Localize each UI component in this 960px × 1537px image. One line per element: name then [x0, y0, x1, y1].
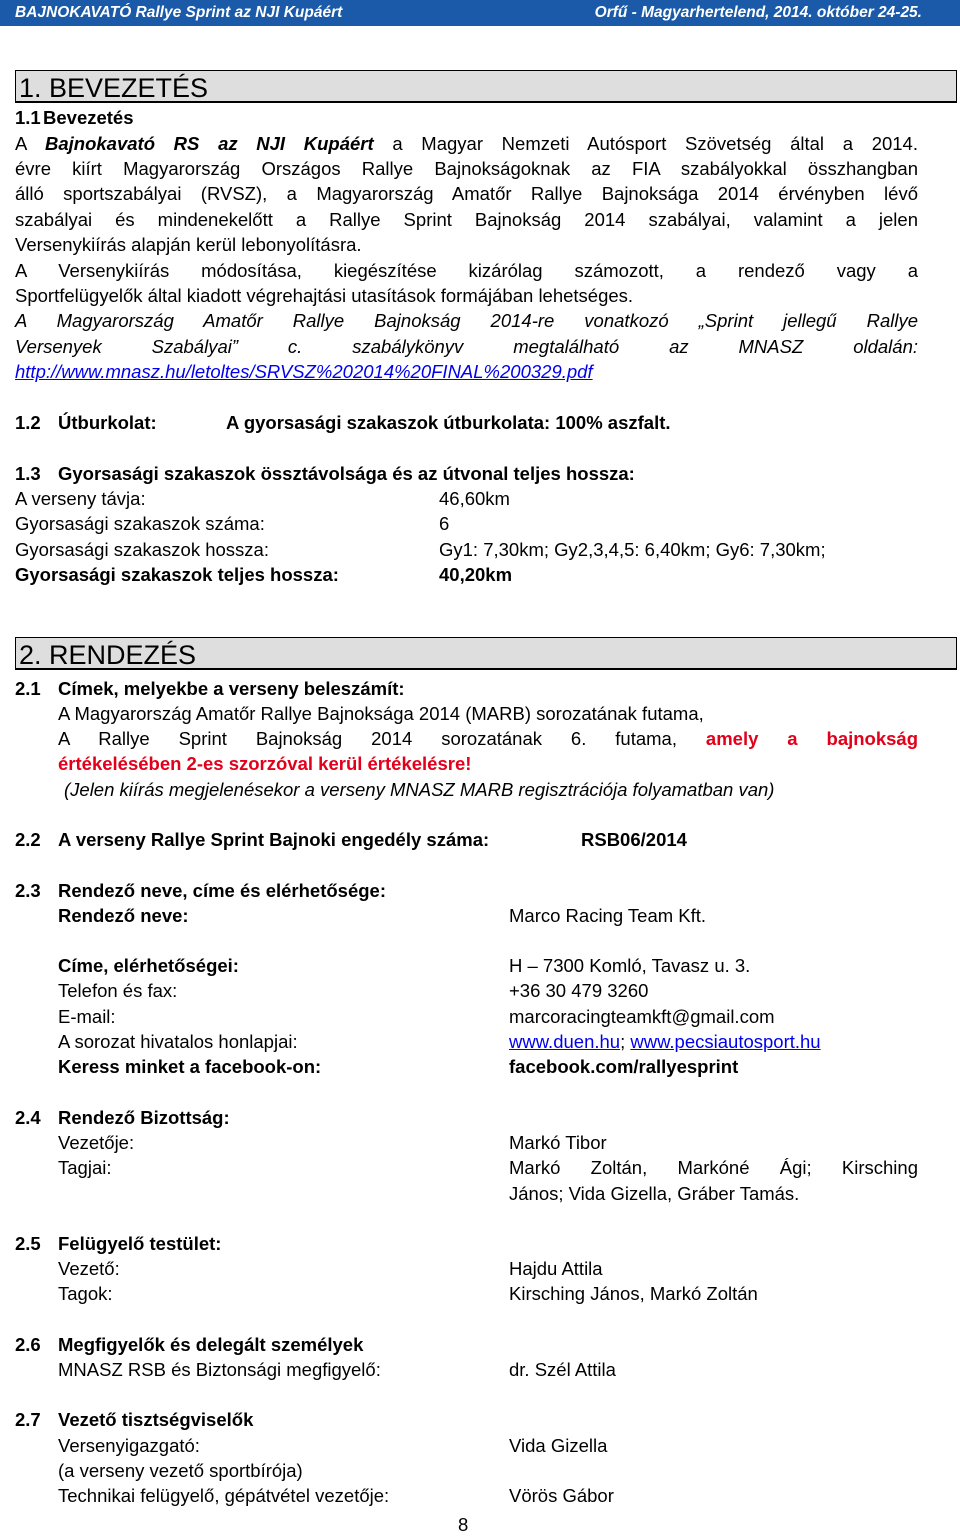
website-link-duen[interactable]: www.duen.hu [509, 1031, 621, 1052]
amend-line-2: Sportfelügyelők által kiadott végrehajtási utasítások formájában lehetséges. [15, 285, 634, 306]
subsection-2-1-number: 2.1 [15, 678, 41, 699]
permit-number: RSB06/2014 [581, 829, 687, 850]
subsection-1-1-title: Bevezetés [43, 107, 134, 128]
subsection-2-7-title: Vezető tisztségviselők [58, 1409, 254, 1430]
email-label: E-mail: [58, 1006, 116, 1027]
phone-value: +36 30 479 3260 [509, 980, 649, 1001]
rules-line-1: A Magyarország Amatőr Rallye Bajnokság 2014-re vonatkozó „Sprint jellegű Rallye [15, 310, 918, 331]
subsection-1-1-number: 1.1 [15, 107, 41, 128]
race-director-value: Vida Gizella [509, 1435, 608, 1456]
rules-line-2: Versenyek Szabályai” c. szabálykönyv megtalálható az MNASZ oldalán: [15, 336, 918, 357]
series-highlight-2: értékelésében 2-es szorzóval kerül értékelésre! [58, 753, 472, 774]
website-links: www.duen.hu; www.pecsiautosport.hu [509, 1031, 821, 1052]
subsection-2-2-number: 2.2 [15, 829, 41, 850]
subsection-2-2-title: A verseny Rallye Sprint Bajnoki engedély száma: [58, 829, 490, 850]
subsection-2-6-title: Megfigyelők és delegált személyek [58, 1334, 364, 1355]
subsection-1-3-number: 1.3 [15, 463, 41, 484]
intro-line-5: Versenykiírás alapján kerül lebonyolításra. [15, 234, 362, 255]
address-value: H – 7300 Komló, Tavasz u. 3. [509, 955, 751, 976]
intro-line-1: A Bajnokavató RS az NJI Kupáért a Magyar Nemzeti Autósport Szövetség által a 2014. [15, 133, 918, 154]
amend-line-1: A Versenykiírás módosítása, kiegészítése kizárólag számozott, a rendező vagy a [15, 260, 918, 281]
organizer-name-label: Rendező neve: [58, 905, 189, 926]
series-line-1: A Magyarország Amatőr Rallye Bajnoksága 2014 (MARB) sorozatának futama, [58, 703, 704, 724]
series-highlight-1: amely a bajnokság [705, 728, 919, 749]
stewards-members-label: Tagok: [58, 1283, 113, 1304]
subsection-2-5-number: 2.5 [15, 1233, 41, 1254]
race-director-note: (a verseny vezető sportbírója) [58, 1460, 303, 1481]
committee-lead-label: Vezetője: [58, 1132, 135, 1153]
phone-label: Telefon és fax: [58, 980, 178, 1001]
website-link-pecsiautosport[interactable]: www.pecsiautosport.hu [630, 1031, 821, 1052]
subsection-2-3-title: Rendező neve, címe és elérhetősége: [58, 880, 386, 901]
stage-length-value: Gy1: 7,30km; Gy2,3,4,5: 6,40km; Gy6: 7,30km; [439, 539, 826, 560]
subsection-2-7-number: 2.7 [15, 1409, 41, 1430]
registration-note: (Jelen kiírás megjelenésekor a verseny MNASZ MARB regisztrációja folyamatban van) [64, 779, 775, 800]
website-label: A sorozat hivatalos honlapjai: [58, 1031, 298, 1052]
intro-line-2: évre kiírt Magyarország Országos Rallye Bajnokságoknak az FIA szabályokkal összhangban [15, 158, 918, 179]
subsection-2-1-title: Címek, melyekbe a verseny beleszámít: [58, 678, 405, 699]
technical-delegate-label: Technikai felügyelő, gépátvétel vezetője: [58, 1485, 390, 1506]
technical-delegate-value: Vörös Gábor [509, 1485, 614, 1506]
subsection-1-3-title: Gyorsasági szakaszok össztávolsága és az útvonal teljes hossza: [58, 463, 635, 484]
stage-count-value: 6 [439, 513, 450, 534]
observer-label: MNASZ RSB és Biztonsági megfigyelő: [58, 1359, 381, 1380]
section-1-heading: 1. BEVEZETÉS [15, 70, 957, 103]
rules-link[interactable]: http://www.mnasz.hu/letoltes/SRVSZ%202014%20FINAL%200329.pdf [15, 361, 593, 382]
facebook-label: Keress minket a facebook-on: [58, 1056, 322, 1077]
page-header [0, 0, 960, 26]
subsection-1-2-label: Útburkolat: [58, 412, 157, 433]
observer-value: dr. Szél Attila [509, 1359, 616, 1380]
intro-line-4: szabályai és mindenekelőtt a Rallye Sprint Bajnokság 2014 szabályai, valamint a jelen [15, 209, 918, 230]
event-name: Bajnokavató RS az NJI Kupáért [45, 133, 374, 154]
committee-members-label: Tagjai: [58, 1157, 112, 1178]
committee-members-line-1: Markó Zoltán, Markóné Ági; Kirsching [509, 1157, 918, 1178]
stewards-members-value: Kirsching János, Markó Zoltán [509, 1283, 758, 1304]
race-director-label: Versenyigazgató: [58, 1435, 200, 1456]
distance-value: 46,60km [439, 488, 510, 509]
subsection-2-4-title: Rendező Bizottság: [58, 1107, 230, 1128]
email-value: marcoracingteamkft@gmail.com [509, 1006, 775, 1027]
committee-members-line-2: János; Vida Gizella, Gráber Tamás. [509, 1183, 800, 1204]
total-stage-length-value: 40,20km [439, 564, 513, 585]
stage-length-label: Gyorsasági szakaszok hossza: [15, 539, 269, 560]
subsection-1-2-number: 1.2 [15, 412, 41, 433]
address-label: Címe, elérhetőségei: [58, 955, 239, 976]
subsection-2-5-title: Felügyelő testület: [58, 1233, 222, 1254]
distance-label: A verseny távja: [15, 488, 146, 509]
page-number: 8 [458, 1514, 469, 1535]
facebook-value: facebook.com/rallyesprint [509, 1056, 739, 1077]
total-stage-length-label: Gyorsasági szakaszok teljes hossza: [15, 564, 339, 585]
series-line-2: A Rallye Sprint Bajnokság 2014 sorozatának 6. futama, amely a bajnokság [58, 728, 919, 749]
committee-lead-value: Markó Tibor [509, 1132, 607, 1153]
organizer-name-value: Marco Racing Team Kft. [509, 905, 707, 926]
stewards-lead-label: Vezető: [58, 1258, 120, 1279]
header-event-title: BAJNOKAVATÓ Rallye Sprint az NJI Kupáért [15, 4, 343, 21]
stage-count-label: Gyorsasági szakaszok száma: [15, 513, 265, 534]
header-location-date: Orfű - Magyarhertelend, 2014. október 24-25. [594, 4, 922, 21]
section-2-heading: 2. RENDEZÉS [15, 637, 957, 670]
stewards-lead-value: Hajdu Attila [509, 1258, 603, 1279]
subsection-2-6-number: 2.6 [15, 1334, 41, 1355]
surface-value: A gyorsasági szakaszok útburkolata: 100% aszfalt. [226, 412, 671, 433]
subsection-2-4-number: 2.4 [15, 1107, 41, 1128]
subsection-2-3-number: 2.3 [15, 880, 41, 901]
intro-line-3: álló sportszabályai (RVSZ), a Magyarország Amatőr Rallye Bajnoksága 2014 érvényben lévő [15, 183, 918, 204]
